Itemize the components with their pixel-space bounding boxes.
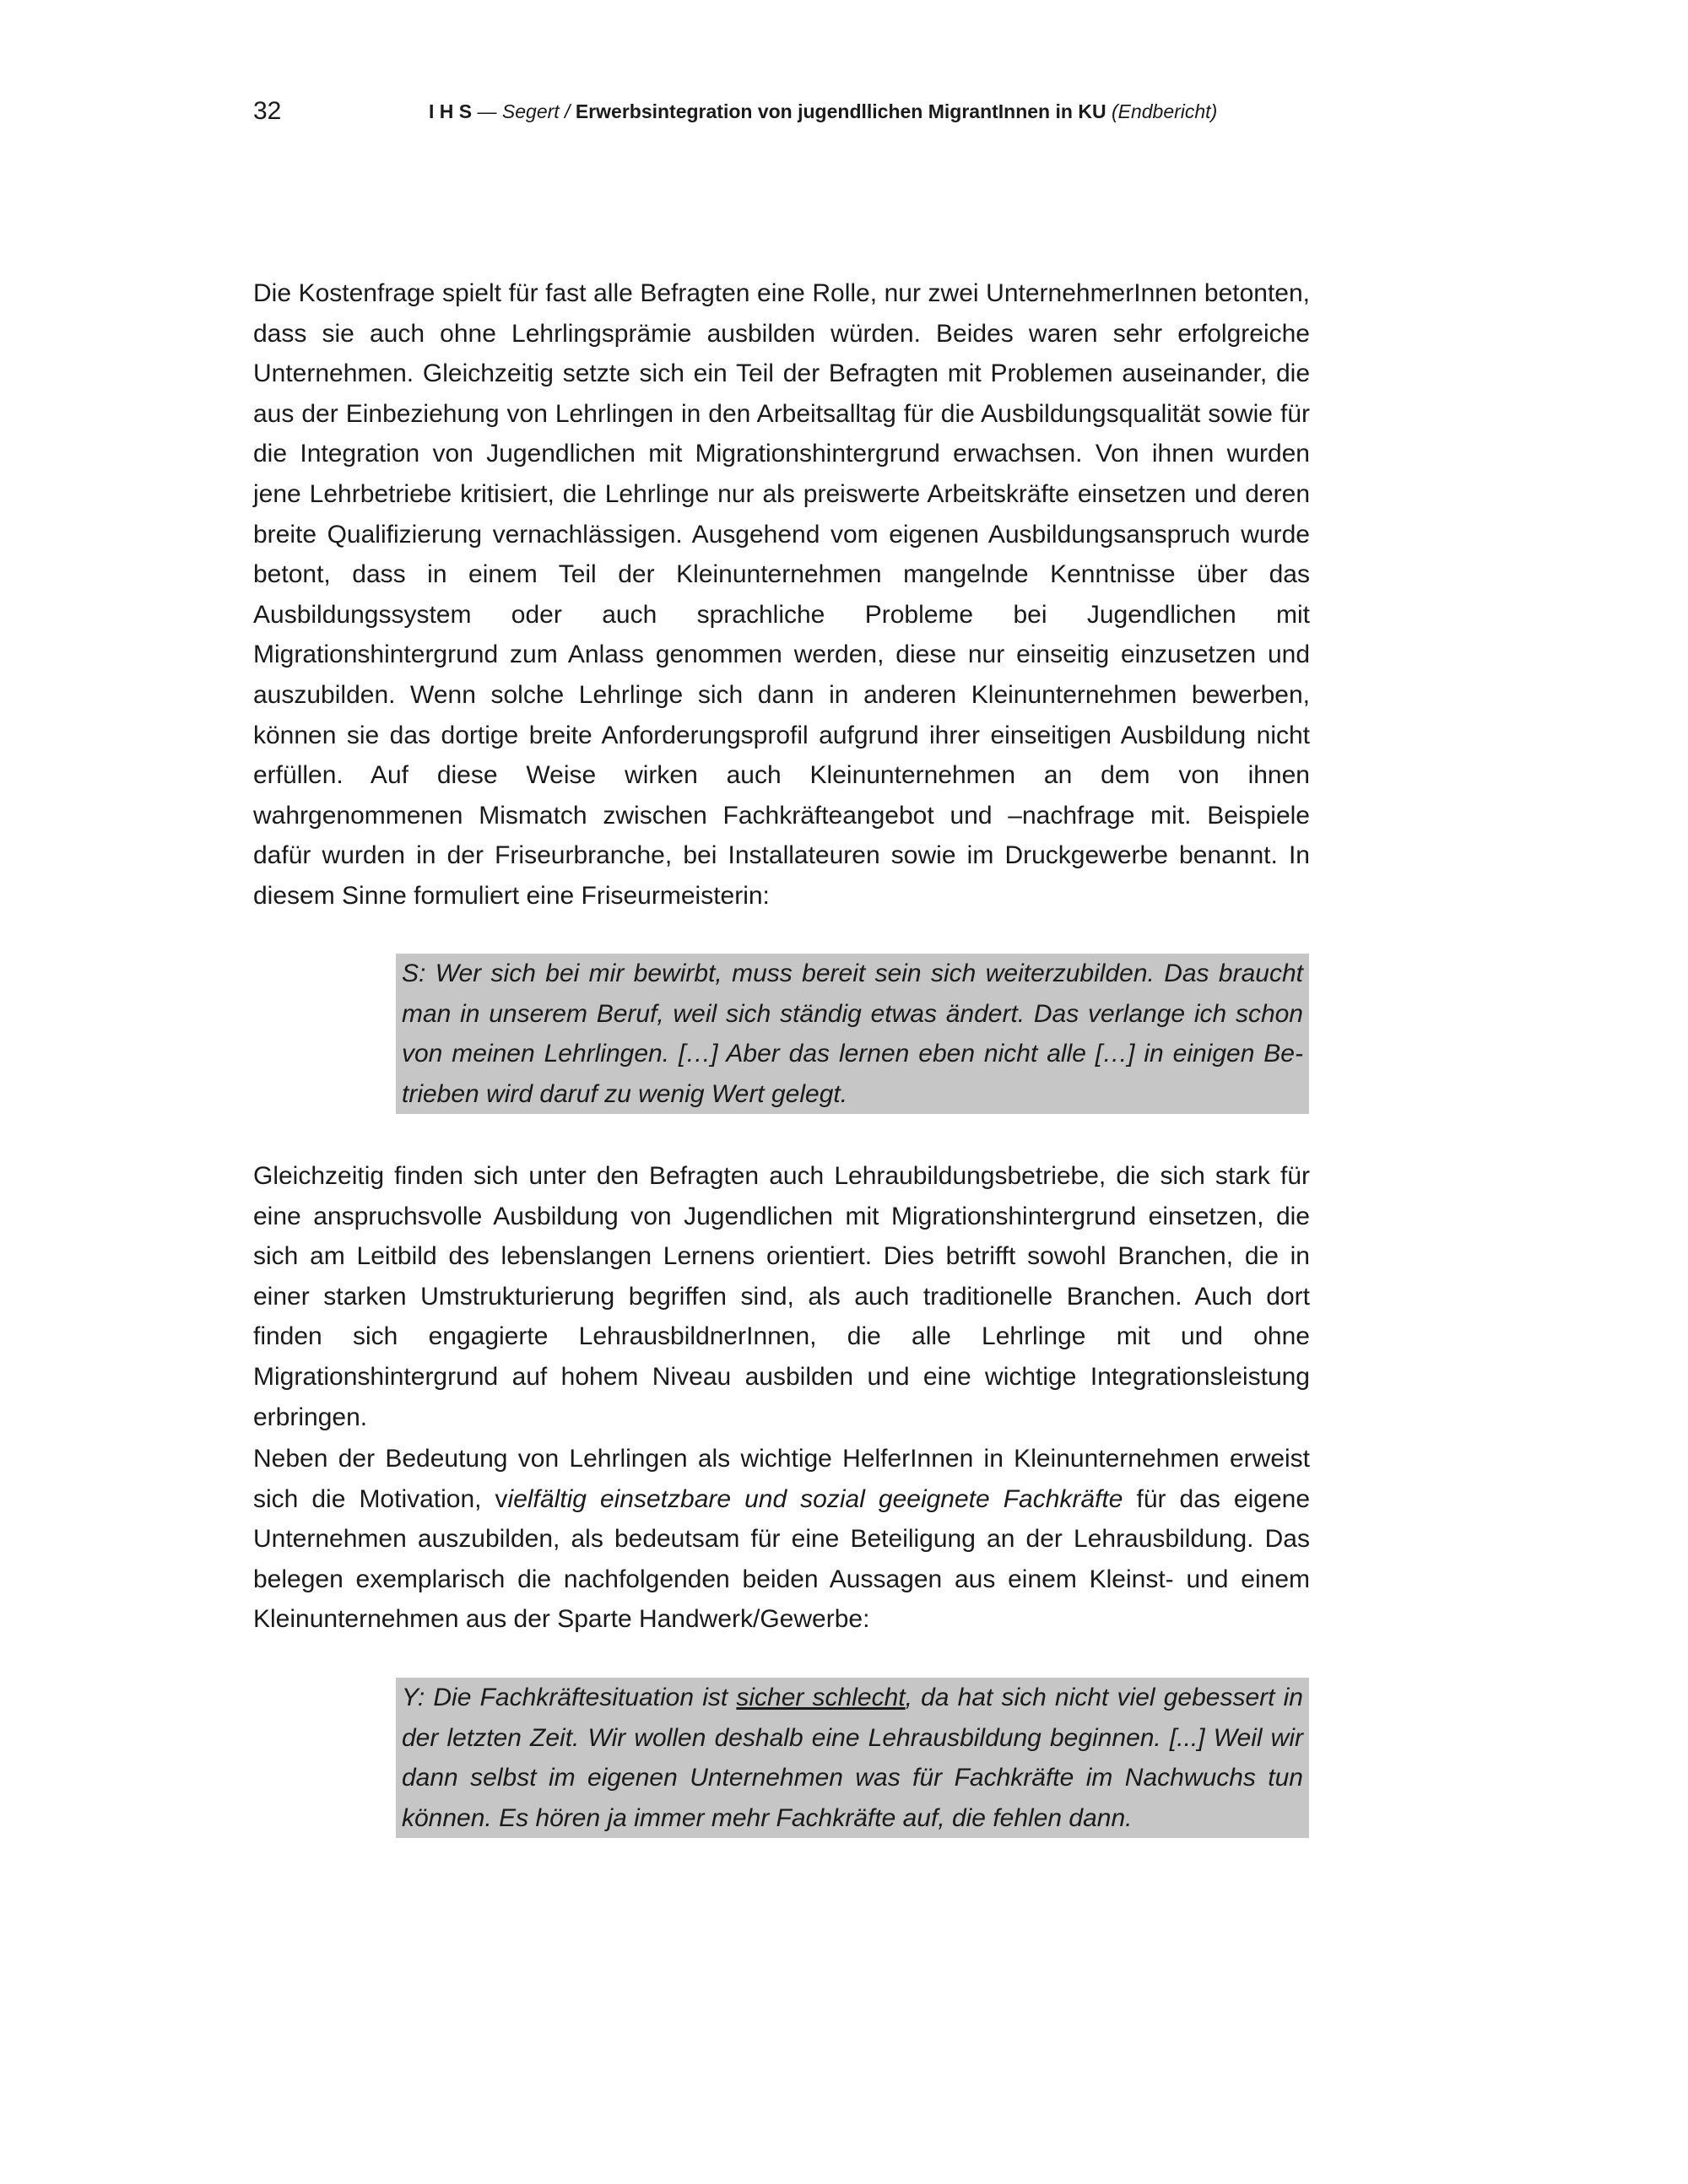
- running-head-title: [429, 97, 1217, 126]
- running-header: [0, 95, 1688, 128]
- paragraph-3-text-end: für das eigene Unternehmen auszubilden, als bedeutsam für eine Beteiligung an der Lehrausbildung. Das belegen exemplarisch die nachfolgenden beiden Aussagen aus einem Kleinst- und einem Kleinunternehmen aus der Sparte Handwerk/Gewerbe:: [253, 1484, 1311, 1634]
- paragraph-3-emphasis: ielfältig einsetzbare und sozial geeignete Fachkräfte: [507, 1484, 1123, 1513]
- page-number: 32: [253, 97, 282, 125]
- header-slash: /: [559, 100, 576, 122]
- report-type: (Endbericht): [1111, 100, 1218, 122]
- interview-quote-2: [396, 1678, 1309, 1838]
- quote-2-underlined: sicher schlecht: [736, 1684, 906, 1711]
- quote-2-text-end: , da hat sich nicht viel gebessert in der letzten Zeit. Wir wollen deshalb eine Lehrausbildung beginnen. [...] Weil wir dann selbst im eigenen Unternehmen was für Fachkräfte im Nachwuchs tun können. Es hören ja immer mehr Fachkräfte auf, die fehlen dann.: [402, 1684, 1303, 1832]
- interview-quote-1: S: Wer sich bei mir bewirbt, muss bereit sein sich weiterzubilden. Das braucht man in unserem Beruf, weil sich ständig etwas ändert. Das verlange ich schon von meinen Lehrlingen. […] Aber das lernen eben nicht alle […] in einigen Betrieben wird daruf zu wenig Wert gelegt.: [396, 954, 1309, 1114]
- paragraph-3-text-start: Neben der Bedeutung von Lehrlingen als wichtige HelferInnen in Kleinunternehmen erweist sich die Motivation, v: [253, 1445, 1310, 1513]
- quote-2-text-start: Y: Die Fachkräftesituation ist: [402, 1684, 737, 1711]
- header-dash: —: [472, 100, 502, 122]
- body-paragraph-1: Die Kostenfrage spielt für fast alle Befragten eine Rolle, nur zwei UnternehmerInnen betonten, dass sie auch ohne Lehrlingsprämie ausbilden würden. Beides waren sehr erfolgreiche Unternehmen. Gleichzeitig setzte sich ein Teil der Befragten mit Problemen auseinander, die aus der Einbeziehung von Lehrlingen in den Arbeitsalltag für die Ausbildungsqualität sowie für die Integration von Jugendlichen mit Migrationshintergrund erwachsen. Von ihnen wurden jene Lehrbetriebe kritisiert, die Lehrlinge nur als preiswerte Arbeitskräfte einsetzen und deren breite Qualifizierung vernachlässigen. Ausgehend vom eigenen Ausbildungsanspruch wurde betont, dass in einem Teil der Kleinunternehmen mangelnde Kenntnisse über das Ausbildungssystem oder auch sprachliche Probleme bei Jugendlichen mit Migrationshintergrund zum Anlass genommen werden, diese nur einseitig einzusetzen und auszubilden. Wenn solche Lehrlinge sich dann in anderen Kleinunternehmen bewerben, können sie das dortige breite Anforderungsprofil aufgrund ihrer einseitigen Ausbildung nicht erfüllen. Auf diese Weise wirken auch Kleinunternehmen an dem von ihnen wahrgenommenen Mismatch zwischen Fachkräfteangebot und –nachfrage mit. Beispiele dafür wurden in der Friseurbranche, bei Installateuren sowie im Druckgewerbe benannt. In diesem Sinne formuliert eine Friseurmeisterin:: [253, 279, 1310, 910]
- report-title: Erwerbsintegration von jugendllichen MigrantInnen in KU: [575, 100, 1106, 122]
- header-author: Segert: [501, 100, 560, 122]
- institute-name: I H S: [429, 100, 473, 122]
- body-paragraph-3: [253, 1439, 1310, 1640]
- body-paragraph-2: Gleichzeitig finden sich unter den Befragten auch Lehraubildungsbetriebe, die sich stark für eine anspruchsvolle Ausbildung von Jugendlichen mit Migrationshintergrund einsetzen, die sich am Leitbild des lebenslangen Lernens orientiert. Dies betrifft sowohl Branchen, die in einer starken Umstrukturierung begriffen sind, als auch traditionelle Branchen. Auch dort finden sich engagierte LehrausbildnerInnen, die alle Lehrlinge mit und ohne Migrationshintergrund auf hohem Niveau ausbilden und eine wichtige Integrationsleistung erbringen.: [253, 1162, 1310, 1431]
